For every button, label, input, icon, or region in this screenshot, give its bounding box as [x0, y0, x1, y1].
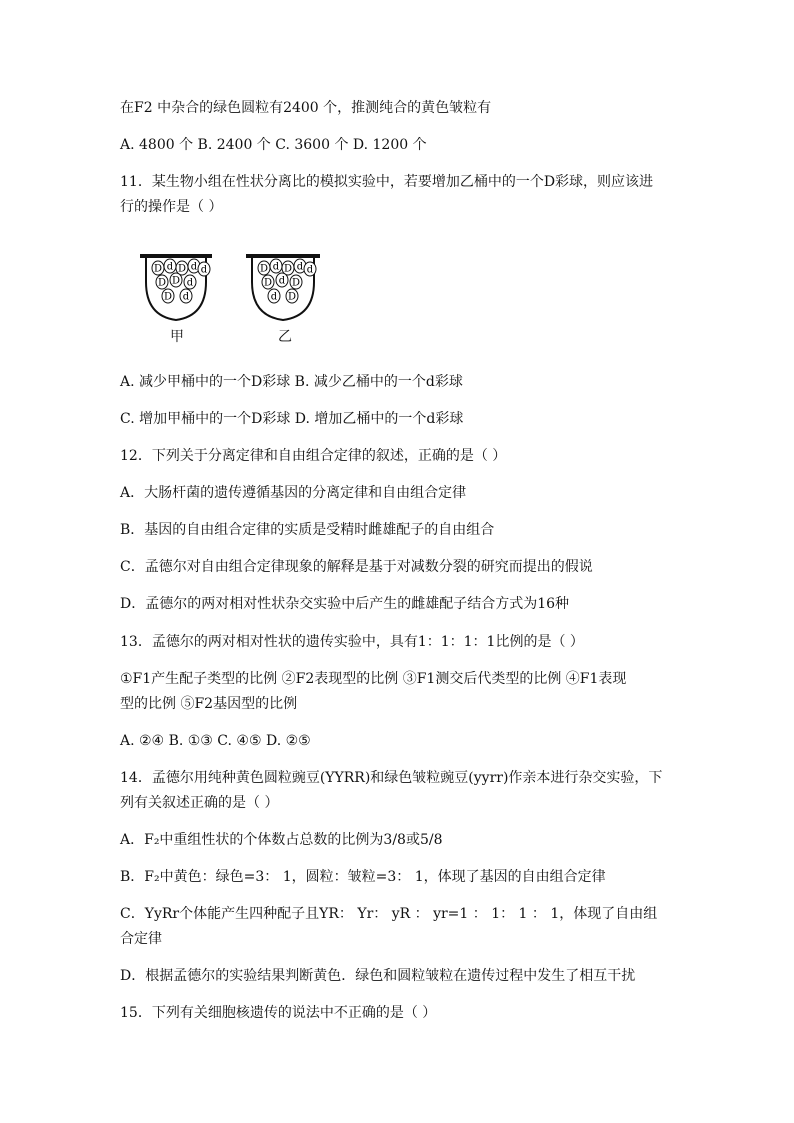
ball-letter: d — [190, 261, 198, 273]
label-yi: 乙 — [278, 329, 292, 345]
option-d: D．孟德尔的两对相对性状杂交实验中后产生的雌雄配子结合方式为16种 — [120, 596, 570, 612]
bucket-yi — [246, 254, 320, 320]
ball-letter: d — [272, 261, 280, 273]
option-b: B．基因的自由组合定律的实质是受精时雌雄配子的自由组合 — [120, 522, 495, 538]
ball-letter: d — [278, 275, 286, 287]
option-a: A．大肠杆菌的遗传遵循基因的分离定律和自由组合定律 — [120, 485, 467, 501]
question-13: 13．孟德尔的两对相对性状的遗传实验中，具有1：1：1：1比例的是（ ） — [120, 634, 584, 650]
label-jia: 甲 — [170, 329, 184, 345]
text-line: 合定律 — [120, 931, 162, 947]
option-d: D．根据孟德尔的实验结果判断黄色．绿色和圆粒皱粒在遗传过程中发生了相互干扰 — [120, 968, 636, 984]
option-a: A．F₂中重组性状的个体数占总数的比例为3/8或5/8 — [120, 832, 443, 848]
bucket-figure — [138, 252, 328, 347]
bucket-jia — [140, 254, 212, 320]
text-line: 行的操作是（ ） — [120, 199, 223, 215]
text-line: 列有关叙述正确的是（ ） — [120, 795, 279, 811]
ball-letter: d — [186, 277, 194, 289]
option-c: C．YyRr个体能产生四种配子且YR： Yr： yR ： yr=1 ： 1： 1 ： 1，体现了自由组 — [120, 906, 658, 922]
ball-letter: D — [287, 291, 297, 303]
option-c: C．孟德尔对自由组合定律现象的解释是基于对减数分裂的研究而提出的假说 — [120, 559, 593, 575]
ball-letter: d — [306, 264, 314, 276]
text-line: 型的比例 ⑤F2基因型的比例 — [120, 696, 298, 712]
question-11: 11．某生物小组在性状分离比的模拟实验中，若要增加乙桶中的一个D彩球，则应该进 — [120, 174, 654, 190]
option-b: B．F₂中黄色：绿色=3： 1，圆粒：皱粒=3： 1，体现了基因的自由组合定律 — [120, 869, 606, 885]
ball-letter: d — [166, 261, 174, 273]
ball-letter: D — [153, 263, 163, 275]
ball-letter: D — [171, 275, 181, 287]
question-14: 14．孟德尔用纯种黄色圆粒豌豆(YYRR)和绿色皱粒豌豆(yyrr)作亲本进行杂交实验，下 — [120, 770, 663, 786]
ball-letter: D — [163, 291, 173, 303]
options-line: C. 增加甲桶中的一个D彩球 D. 增加乙桶中的一个d彩球 — [120, 411, 464, 427]
text-line: ①F1产生配子类型的比例 ②F2表现型的比例 ③F1测交后代类型的比例 ④F1表现 — [120, 671, 627, 687]
ball-letter: D — [157, 277, 167, 289]
ball-letter: d — [270, 291, 278, 303]
ball-letter: D — [263, 277, 273, 289]
ball-letter: d — [182, 291, 190, 303]
ball-letter: D — [283, 263, 293, 275]
options-line: A. ②④ B. ①③ C. ④⑤ D. ②⑤ — [120, 733, 311, 749]
question-15: 15．下列有关细胞核遗传的说法中不正确的是（ ） — [120, 1005, 437, 1021]
ball-letter: d — [200, 264, 208, 276]
options-line: A. 减少甲桶中的一个D彩球 B. 减少乙桶中的一个d彩球 — [120, 374, 463, 390]
ball-letter: D — [259, 263, 269, 275]
ball-letter: D — [291, 277, 301, 289]
options-line: A. 4800 个 B. 2400 个 C. 3600 个 D. 1200 个 — [120, 137, 427, 153]
ball-letter: D — [177, 263, 187, 275]
question-12: 12．下列关于分离定律和自由组合定律的叙述，正确的是（ ） — [120, 448, 507, 464]
ball-letter: d — [296, 261, 304, 273]
buckets-svg — [138, 252, 328, 347]
text-line: 在F2 中杂合的绿色圆粒有2400 个，推测纯合的黄色皱粒有 — [120, 100, 492, 116]
